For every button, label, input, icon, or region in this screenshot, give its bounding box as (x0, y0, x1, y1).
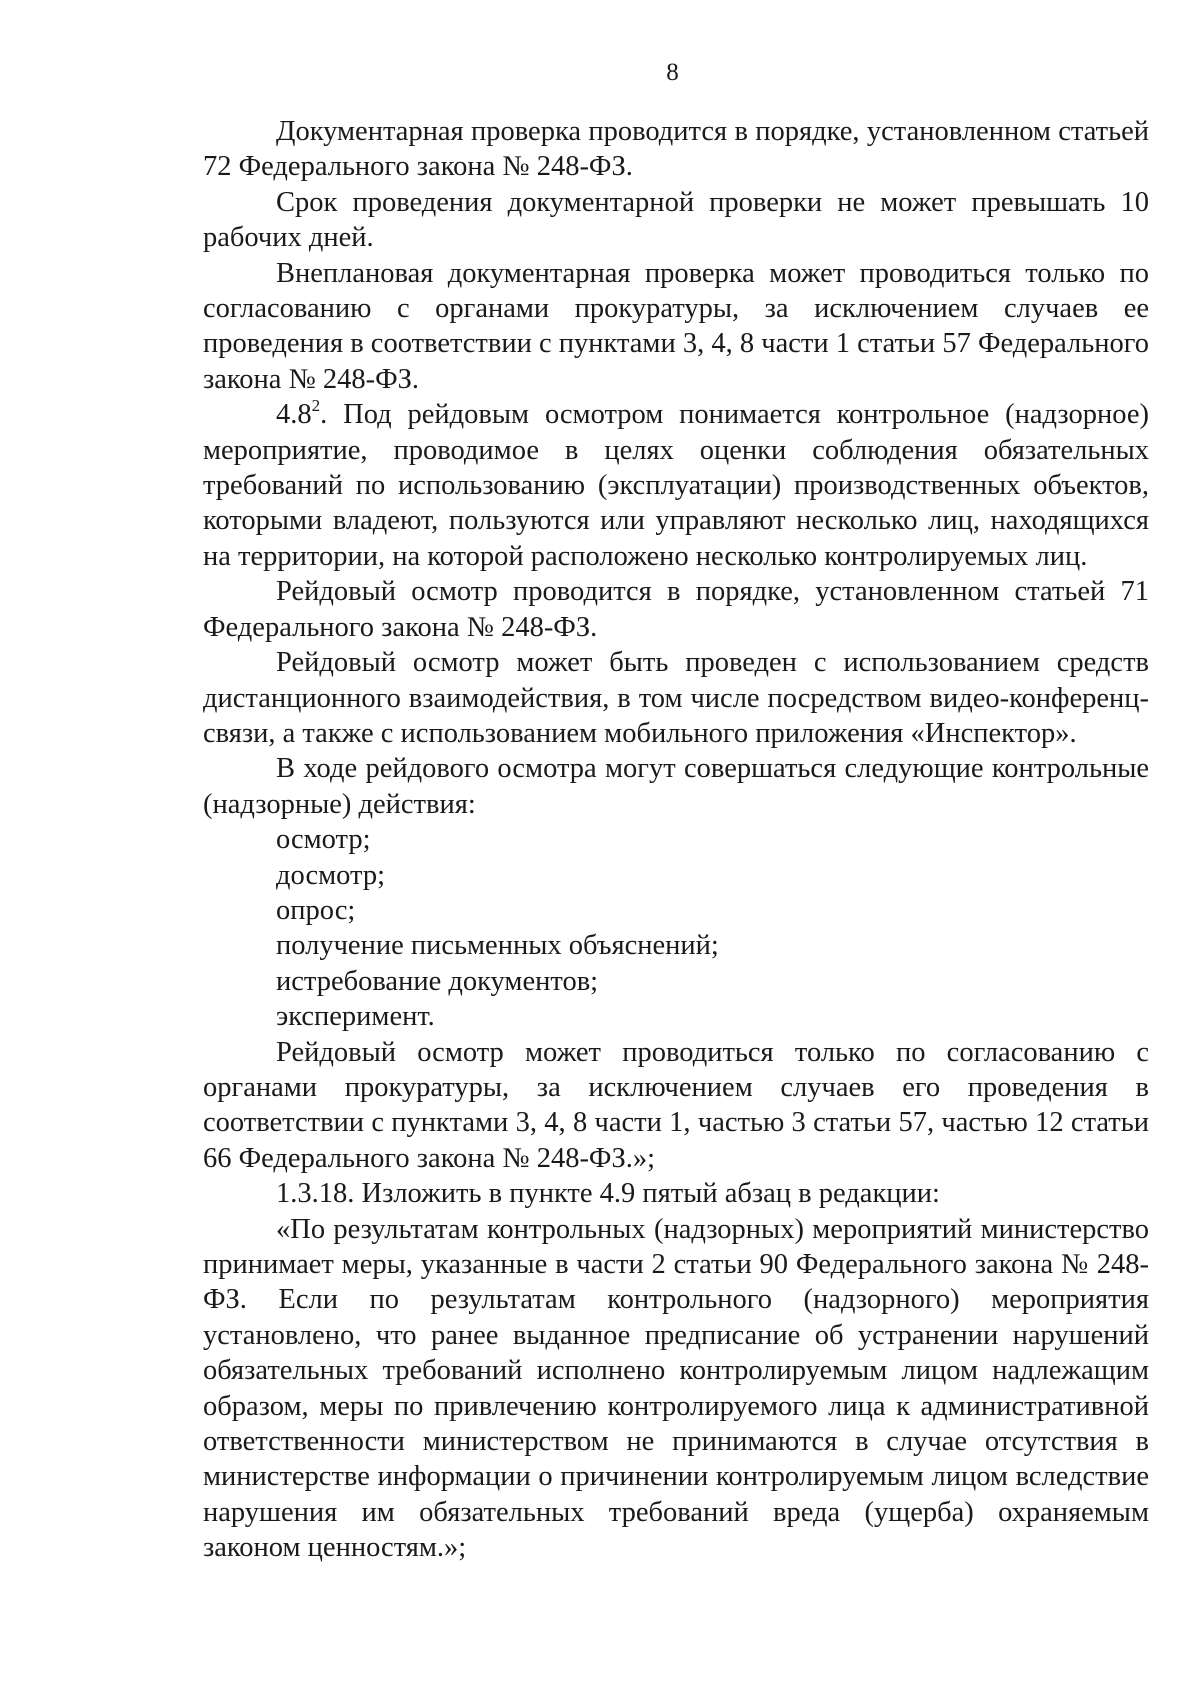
list-item: опрос; (276, 894, 356, 926)
paragraph-raid-inspection-definition (203, 397, 1149, 574)
paragraph-amendment-text: «По результатам контрольных (надзорных) мероприятий министерство принимает меры, указанные в части 2 статьи 90 Федерального закона № 248-ФЗ. Если по результатам контрольного (надзорного) мероприятия установлено, что ранее выданное предписание об устранении нарушений обязательных требований исполнено контролируемым лицом надлежащим образом, меры по привлечению контролируемого лица к административной ответственности министерством не принимаются в случае отсутствия в министерстве информации о причинении контролируемым лицом вследствие нарушения им обязательных требований вреда (ущерба) охраняемым законом ценностям.»; (203, 1213, 1149, 1564)
paragraph-raid-inspection-remote: Рейдовый осмотр может быть проведен с использованием средств дистанционного взаимодействия, в том числе посредством видео-конференц-связи, а также с использованием мобильного приложения «Инспектор». (203, 647, 1149, 749)
paragraph-raid-inspection-prosecutor-approval: Рейдовый осмотр может проводиться только по согласованию с органами прокуратуры, за исключением случаев его проведения в соответствии с пунктами 3, 4, 8 части 1, частью 3 статьи 57, частью 12 статьи 66 Федерального закона № 248-ФЗ.»; (203, 1036, 1149, 1174)
paragraph-amendment-instruction: 1.3.18. Изложить в пункте 4.9 пятый абзац в редакции: (276, 1178, 940, 1210)
clause-text: . Под рейдовым осмотром понимается контрольное (надзорное) мероприятие, проводимое в целях оценки соблюдения обязательных требований по использованию (эксплуатации) производственных объектов, которыми владеют, пользуются или управляют несколько лиц, находящихся на территории, на которой расположено несколько контролируемых лиц. (203, 399, 1149, 572)
clause-superscript: 2 (311, 396, 321, 416)
document-body (203, 114, 1149, 1566)
paragraph-documentary-check-procedure: Документарная проверка проводится в порядке, установленном статьей 72 Федерального закона № 248-ФЗ. (203, 116, 1149, 183)
paragraph-unscheduled-documentary-check: Внеплановая документарная проверка может проводиться только по согласованию с органами прокуратуры, за исключением случаев ее проведения в соответствии с пунктами 3, 4, 8 части 1 статьи 57 Федерального закона № 248-ФЗ. (203, 257, 1149, 395)
list-item: досмотр; (276, 859, 385, 891)
list-item: эксперимент. (276, 1001, 435, 1033)
paragraph-documentary-check-term: Срок проведения документарной проверки не может превышать 10 рабочих дней. (203, 186, 1149, 254)
list-item: осмотр; (276, 824, 371, 856)
list-item: истребование документов; (276, 965, 599, 997)
page-number: 8 (666, 59, 679, 86)
paragraph-raid-inspection-actions-intro: В ходе рейдового осмотра могут совершаться следующие контрольные (надзорные) действия: (203, 753, 1149, 820)
paragraph-raid-inspection-procedure: Рейдовый осмотр проводится в порядке, установленном статьей 71 Федерального закона № 248-ФЗ. (203, 576, 1149, 643)
clause-number: 4.8 (276, 399, 312, 431)
list-item: получение письменных объяснений; (276, 930, 719, 962)
